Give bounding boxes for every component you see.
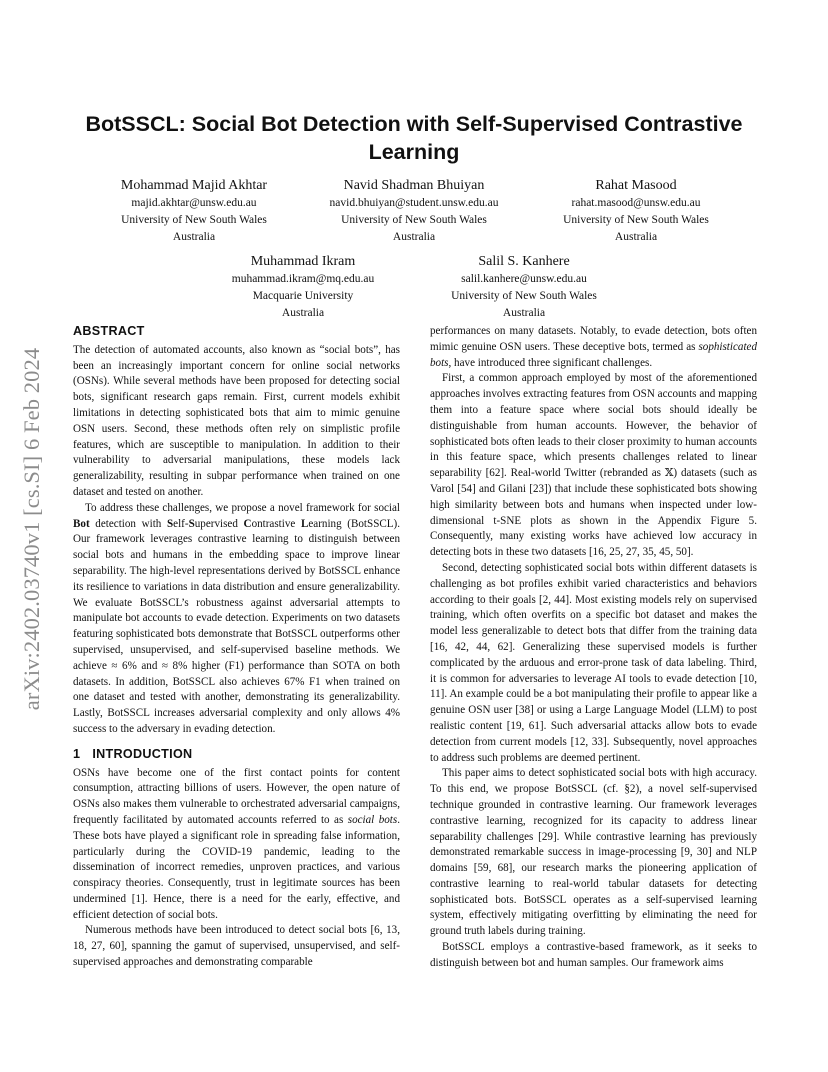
right-column (430, 324, 757, 972)
author-country: Australia (281, 307, 325, 319)
author-affiliation: Macquarie University (252, 290, 354, 302)
author-name: Salil S. Kanhere (478, 254, 570, 269)
author-affiliation: University of New South Wales (341, 214, 487, 226)
arxiv-identifier: arXiv:2402.03740v1 [cs.SI] 6 Feb 2024 (19, 347, 44, 711)
author-email: muhammad.ikram@mq.edu.au (231, 273, 375, 285)
abstract-paragraph: The detection of automated accounts, also known as “social bots”, has been an increasingly important concern for online social networks (OSNs). While several methods have been proposed for detecting social bots, significant research gaps remain. First, current models exhibit limitations in detecting sophisticated bots that aim to mimic genuine OSN users. Second, these methods often rely on simplistic profile features, which are susceptible to manipulation. In addition to their vulnerability to adversarial manipulations, these models lack generalizability, resulting in subpar performance when trained on one dataset and tested on another. (73, 343, 400, 498)
author-country: Australia (614, 231, 658, 243)
author-email: navid.bhuiyan@student.unsw.edu.au (329, 197, 499, 209)
body-paragraph: BotSSCL employs a contrastive-based framework, as it seeks to distinguish between bot and human samples. Our framework aims (430, 941, 757, 969)
author-block (74, 176, 314, 246)
author-country: Australia (502, 307, 546, 319)
author-email: majid.akhtar@unsw.edu.au (131, 197, 257, 209)
author-name: Rahat Masood (595, 178, 677, 193)
abstract-paragraph: To address these challenges, we propose a novel framework for social Bot detection with Self-Supervised Contrastive Learning (BotSSCL). Our framework leverages contrastive learning to distinguish between social bots and humans in the embedding space to improve linear separability. The high-level representations derived by BotSSCL enhance its resilience to variations in data distribution and ensure generalizability. We evaluate BotSSCL’s robustness against adversarial attempts to manipulate bot accounts to evade detection. Experiments on two datasets featuring sophisticated bots demonstrate that BotSSCL outperforms other supervised, unsupervised, and self-supervised baseline methods. We achieve ≈ 6% and ≈ 8% higher (F1) performance than SOTA on both datasets. In addition, BotSSCL also achieves 67% F1 when trained on one dataset and tested with another, demonstrating its generalizability. Lastly, BotSSCL increases adversarial complexity and only allows 4% success to the adversary in evading detection. (73, 501, 401, 735)
left-column (73, 324, 400, 971)
author-country: Australia (172, 231, 216, 243)
author-affiliation: University of New South Wales (121, 214, 267, 226)
body-paragraph: performances on many datasets. Notably, to evade detection, bots often mimic genuine OSN users. These deceptive bots, termed as sophisticated bots, have introduced three significant challenges. (430, 325, 757, 369)
body-paragraph: Numerous methods have been introduced to detect social bots [6, 13, 18, 27, 60], spanning the gamut of supervised, unsupervised, and self-supervised approaches and demonstrating comparable (73, 924, 400, 969)
body-paragraph: This paper aims to detect sophisticated social bots with high accuracy. To this end, we propose BotSSCL (cf. §2), a novel self-supervised technique grounded in contrastive learning. Our framework leverages contrastive learning, recognized for its capacity to address linear separability challenges [29]. While contrastive learning has previously demonstrated remarkable success in image-processing [9, 30] and NLP domains [59, 68], our research marks the pioneering application of contrastive learning to real-world tabular datasets for detecting sophisticated bots. BotSSCL operates as a self-supervised learning system, effectively mitigating overfitting by eliminating the need for ground truth labels during training. (430, 767, 757, 938)
author-block (294, 176, 534, 246)
paper-title: BotSSCL: Social Bot Detection with Self-Supervised Contrastive Learning (85, 112, 743, 164)
author-affiliation: University of New South Wales (563, 214, 709, 226)
arxiv-stamp (19, 304, 44, 754)
author-affiliation: University of New South Wales (451, 290, 597, 302)
author-name: Muhammad Ikram (250, 254, 356, 269)
author-country: Australia (392, 231, 436, 243)
body-paragraph: OSNs have become one of the first contact points for content consumption, attracting billions of users. However, the open nature of OSNs also makes them vulnerable to orchestrated adversarial campaigns, frequently facilitated by automated accounts referred to as social bots. These bots have played a significant role in spreading false information, particularly during the COVID-19 pandemic, leading to the dissemination of incorrect remedies, unproven practices, and various conspiracy theories. Consequently, trust in legitimate sources has been undermined [1]. Hence, there is a need for the early, effective, and efficient detection of social bots. (73, 766, 400, 921)
body-paragraph: Second, detecting sophisticated social bots within different datasets is challenging as bot profiles exhibit varied characteristics and behaviors according to their goals [2, 44]. Most existing models rely on supervised training, which often overfits on a specific bot dataset and makes the model less generalizable to detect bots that differ from the training data [16, 42, 44, 62]. Generalizing these supervised models is further complicated by the arduous and error-prone task of data labeling. Third, it is common for adversaries to leverage AI tools to evade detection [10, 11]. An example could be a bot manipulating their profile to appear like a genuine OSN user [38] or using a Large Language Model (LLM) to post realistic content [19, 61]. Such adversarial attacks allow bots to evade detection from current models [12, 33]. Subsequently, novel approaches to address such problems are deemed pertinent. (430, 561, 757, 764)
abstract-heading: ABSTRACT (73, 324, 145, 338)
author-block (516, 176, 756, 246)
author-block (404, 252, 644, 322)
author-email: rahat.masood@unsw.edu.au (571, 197, 701, 209)
author-email: salil.kanhere@unsw.edu.au (461, 273, 587, 285)
body-paragraph: First, a common approach employed by most of the aforementioned approaches involves extracting features from OSN accounts and mapping them into a feature space where social bots should ideally be distinguishable from human accounts. However, the behavior of sophisticated bots often leads to their closer proximity to human accounts in this feature space, which presents challenges related to linear separability [62]. Real-world Twitter (rebranded as 𝕏) datasets (such as Varol [54] and Gilani [23]) that include these sophisticated bots showing high similarity between bots and humans when inspected under low-dimensional t-SNE plots as shown in the Appendix Figure 5. Consequently, many existing works have achieved low accuracy in detecting bots in these two datasets [16, 25, 27, 35, 45, 50]. (430, 372, 757, 559)
author-name: Mohammad Majid Akhtar (120, 178, 268, 193)
section-number: 1 (73, 746, 81, 761)
section-title: INTRODUCTION (92, 746, 193, 761)
author-block (183, 252, 423, 322)
author-name: Navid Shadman Bhuiyan (343, 178, 485, 193)
introduction-heading (73, 747, 400, 763)
